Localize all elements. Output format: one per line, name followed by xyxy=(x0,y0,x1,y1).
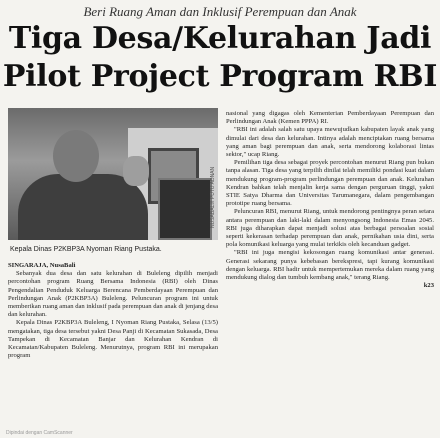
news-photo xyxy=(8,108,218,240)
dateline: SINGARAJA, NusaBali xyxy=(8,262,76,269)
photo-credit: NUSABALI/I PUTU ADNAN xyxy=(210,166,216,228)
scanner-watermark: Dipindai dengan CamScanner xyxy=(6,430,73,436)
paragraph: "RBI ini juga mengisi kekosongan ruang komunikasi antar generasi. Generasi sekarang punya kebebasan berekspresi, tapi kurang komunikasi dengan keluarga. RBI hadir untuk mempertemukan mereka dalam ruang yang mendukung dialog dan tumbuh kembang anak," terang Riang. xyxy=(226,249,434,282)
photo-caption: Kepala Dinas P2KBP3A Nyoman Riang Pustaka. xyxy=(10,246,162,253)
left-column xyxy=(8,262,218,424)
paragraph: Kepala Dinas P2KBP3A Buleleng, I Nyoman Riang Pustaka, Selasa (13/5) mengatakan, tiga desa tersebut yakni Desa Panji di Kecamatan Sukasada, Desa Tampekan di Kecamatan Banjar dan Kelurahan Kendran di Kecamatan/Kabupaten Buleleng. Menurutnya, program RBI ini merupakan program xyxy=(8,319,218,360)
paragraph: Pemilihan tiga desa sebagai proyek percontohan menurut Riang pun bukan tanpa alasan. Tiga desa yang terpilih dinilai telah memiliki pondasi kuat dalam mendukung program-program perlindungan perempuan dan anak. Kelurahan Kendran bahkan telah menjalin kerja sama dengan perguruan tinggi, yakni STIE Satya Dharma dan Universitas Tarumanegara, dalam pengembangan prototipe ruang bersama. xyxy=(226,159,434,208)
headline-line-2: Pilot Project Program RBI xyxy=(2,59,438,94)
paragraph: Peluncuran RBI, menurut Riang, untuk mendorong pentingnya peran setara antara perempuan dan laki-laki dalam menyongsong Indonesia Emas 2045. RBI juga diharapkan dapat menjadi solusi atas berbagai persoalan sosial seperti kekerasan terhadap perempuan dan anak, pernikahan usia dini, serta pola komunikasi keluarga yang mulai terkikis oleh kecanduan gadget. xyxy=(226,208,434,249)
headline-line-1: Tiga Desa/Kelurahan Jadi xyxy=(8,21,432,56)
end-mark: k23 xyxy=(423,282,434,290)
kicker: Beri Ruang Aman dan Inklusif Perempuan dan Anak xyxy=(83,4,357,19)
paragraph: Sebanyak dua desa dan satu kelurahan di Buleleng dipilih menjadi percontohan program Ruang Bersama Indonesia (RBI) oleh Dinas Pengendalian Penduduk Keluarga Berencana Pemberdayaan Perempuan dan Perlindungan Anak (P2KBP3A) Buleleng. Peluncuran program ini untuk memberikan ruang aman dan inklusif pada perempuan dan anak di jenjang desa dan kelurahan. xyxy=(8,270,218,319)
paragraph: nasional yang digagas oleh Kementerian Pemberdayaan Perempuan dan Perlindungan Anak (Kemen PPPA) RI. xyxy=(226,110,434,126)
right-column xyxy=(226,110,434,428)
paragraph: "RBI ini adalah salah satu upaya mewujudkan kabupaten layak anak yang dimulai dari desa dan kelurahan. Intinya adalah menciptakan ruang bersama yang aman bagi perempuan dan anak, serta mendorong kolaborasi lintas sektor," ucap Riang. xyxy=(226,126,434,159)
